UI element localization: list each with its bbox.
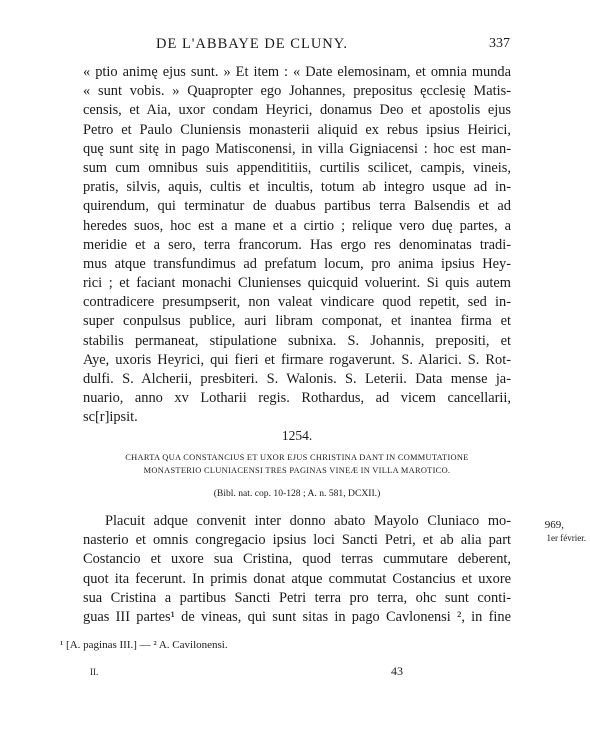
text-line: sum cum omnibus suis appendititiis, curtilis scilicet, campis, vineis, (83, 159, 511, 176)
text-line: heredes suos, hoc est a mane et a cirtio ; relique vero duę partes, a (83, 217, 511, 234)
text-line: Petro et Paulo Cluniensis monasterii aliquid ex rebus ipsius Heirici, (83, 121, 511, 138)
running-head (90, 36, 510, 54)
text-line: censis, et Aia, uxor condam Heyrici, donamus Deo et apostolis ejus (83, 102, 511, 119)
text-line: guas III partes¹ de vineas, qui sunt sitas in pago Cavlonensi ², in fine (83, 608, 511, 625)
text-line: « ptio animę ejus sunt. » Et item : « Date elemosinam, et omnia munda (83, 64, 511, 80)
text-line: quot ita fecerunt. In primis donat atque commutat Costancius et uxore (83, 570, 511, 587)
text-line: rici ; et faciant monachi Clunienses quicquid voluerint. Si quis autem (83, 275, 511, 292)
text-line: nasterio et omnis congregacio ipsius loci Sancti Petri, et ab alia part (83, 532, 511, 549)
text-line: meridie et a sero, terra francorum. Has ergo res denominatas tradi- (83, 236, 511, 253)
margin-day: 1er février. (546, 533, 586, 543)
charter-title (83, 451, 511, 477)
text-line: super conpulsus publice, auri libram componat, et inantea firma et (83, 313, 511, 330)
text-line: sua Cristina a partibus Sancti Petri terra pro terra, ohc sunt conti- (83, 589, 511, 606)
text-line: nuario, anno xv Lotharii regis. Rothardus, ad vicem cancellarii, (83, 390, 511, 407)
text-line: quę sunt sitę in pago Matisconensi, in villa Gigniacensi : hoc est man- (83, 140, 511, 157)
footnotes: ¹ [A. paginas III.] — ² A. Cavilonensi. (60, 639, 228, 651)
text-line: pratis, silvis, aquis, cultis et incultis, totum ab integro usque ad in- (83, 179, 511, 196)
text-line: Aye, uxoris Heyrici, qui fieri et firmare rogaverunt. S. Alarici. S. Rot- (83, 351, 511, 368)
charter-title-line: CHARTA QUA CONSTANCIUS ET UXOR EJUS CHRISTINA DANT IN COMMUTATIONE (125, 453, 469, 462)
charter-number: 1254. (281, 428, 313, 443)
running-title: DE L'ABBAYE DE CLUNY. (156, 36, 348, 52)
charter-text (83, 512, 511, 627)
page-number: 337 (489, 36, 510, 51)
charter-source: (Bibl. nat. cop. 10-128 ; A. n. 581, DCXII.) (213, 488, 381, 499)
text-line: Costancio et uxore sua Cristina, quod terras cummutare deberent, (83, 551, 511, 568)
signature-mark: II. (90, 667, 99, 677)
text-line: quirendum, qui terminatur de duabus partibus terra Balsendis et ad (83, 198, 511, 215)
text-line: stabilis permaneat, stipulatione subnixa. S. Johannis, prepositi, et (83, 332, 511, 349)
text-line: Placuit adque convenit inter donno abato Mayolo Cluniaco mo- (105, 513, 511, 529)
charter-text-continued (83, 63, 511, 428)
margin-year: 969, (544, 519, 564, 531)
text-line: dulfi. S. Alcherii, presbiteri. S. Walonis. S. Leterii. Data mense ja- (83, 371, 511, 387)
charter-title-line: MONASTERIO CLUNIACENSI TRES PAGINAS VINEÆ IN VILLA MAROTICO. (143, 466, 451, 475)
text-line: mus atque transfundimus ad prefatum locum, pro anima ipsius Hey- (83, 255, 511, 272)
text-line: contradicere presumpserit, non valeat vindicare quod repetit, sed in- (83, 294, 511, 311)
folio-number: 43 (391, 664, 403, 678)
text-line: sc[r]ipsit. (83, 409, 138, 426)
text-line: « sunt vobis. » Quapropter ego Johannes, prepositus ęcclesię Matis- (83, 83, 511, 100)
